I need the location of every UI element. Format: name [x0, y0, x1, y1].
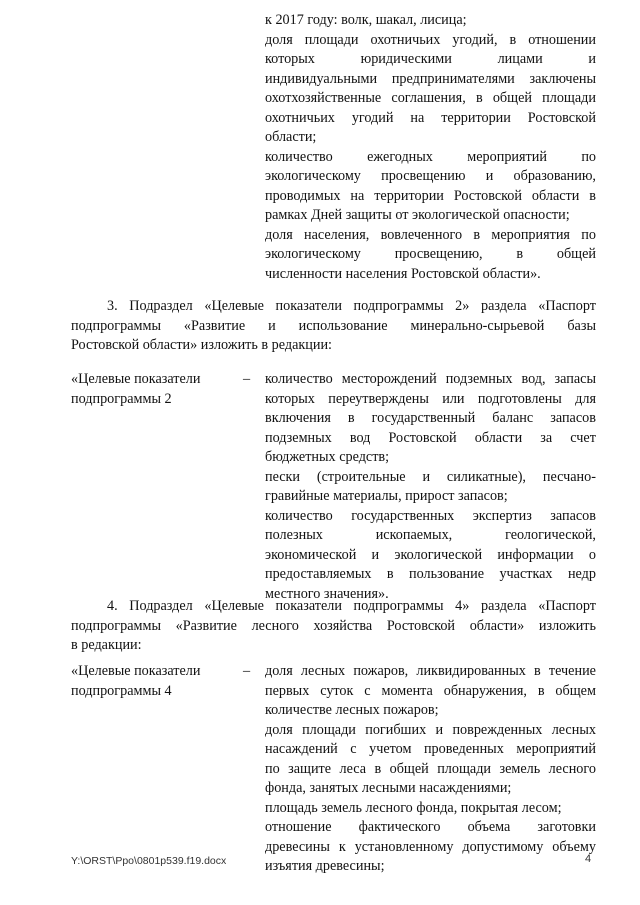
text-line: подземных вод Ростовской области за счет: [265, 429, 596, 446]
text-line: площадь земель лесного фонда, покрытая лесом;: [265, 799, 562, 816]
section-2-indicators: [265, 370, 596, 604]
text-line: первых суток с момента обнаружения, в общем: [265, 682, 596, 699]
text-line: к 2017 году: волк, шакал, лисица;: [265, 12, 467, 28]
text-line: местного значения».: [265, 585, 389, 602]
text-line: насаждений с учетом проведенных мероприятий: [265, 741, 596, 757]
text-line: количестве лесных пожаров;: [265, 702, 439, 718]
section-4-label-line: «Целевые показатели: [71, 663, 201, 679]
text-line: охотхозяйственные соглашения, в общей площади: [265, 90, 596, 106]
indicator-list-continued: [265, 11, 596, 284]
text-line: доля площади погибших и поврежденных лесных: [265, 721, 596, 738]
paragraph-4: [71, 597, 596, 656]
text-line: отношение фактического объема заготовки: [265, 819, 596, 835]
text-line: количество ежегодных мероприятий по: [265, 148, 596, 165]
section-2-dash: –: [243, 371, 251, 387]
text-line: охотничьих угодий на территории Ростовской: [265, 109, 596, 126]
text-line: экологическому просвещению, в общей: [265, 246, 596, 262]
text-line: экологическому просвещению и образованию,: [265, 168, 596, 184]
text-line: древесины к установленному допустимому объему: [265, 838, 596, 855]
text-line: экономической и экологической информации о: [265, 546, 596, 563]
text-line: количество государственных экспертиз запасов: [265, 507, 596, 524]
text-line: 4. Подраздел «Целевые показатели подпрограммы 4» раздела «Паспорт: [107, 598, 596, 614]
text-line: индивидуальными предпринимателями заключены: [265, 70, 596, 87]
text-line: пески (строительные и силикатные), песчано-: [265, 468, 596, 485]
section-4-indicators: [265, 662, 596, 877]
text-line: гравийные материалы, прирост запасов;: [265, 488, 508, 504]
text-line: которых переутверждены или подготовлены для: [265, 390, 596, 407]
paragraph-3: [71, 297, 596, 356]
footer-file-path: Y:\ORST\Ppo\0801p539.f19.docx: [71, 855, 227, 867]
text-line: предоставляемых в пользование участках недр: [265, 566, 596, 582]
text-line: бюджетных средств;: [265, 449, 390, 465]
text-line: рамках Дней защиты от экологической опасности;: [265, 207, 570, 223]
text-line: доля населения, вовлеченного в мероприятия по: [265, 226, 596, 243]
text-line: проводимых на территории Ростовской области в: [265, 187, 596, 204]
text-line: 3. Подраздел «Целевые показатели подпрограммы 2» раздела «Паспорт: [107, 298, 596, 314]
text-line: которых юридическими лицами и: [265, 51, 596, 67]
text-line: доля площади охотничьих угодий, в отношении: [265, 31, 596, 48]
section-4-label-line: подпрограммы 4: [71, 682, 172, 699]
text-line: включения в государственный баланс запасов: [265, 410, 596, 426]
text-line: полезных ископаемых, геологической,: [265, 527, 596, 543]
section-4-dash: –: [243, 663, 251, 679]
text-line: по защите леса в общей площади земель лесного: [265, 760, 596, 777]
text-line: численности населения Ростовской области».: [265, 265, 541, 282]
text-line: Ростовской области» изложить в редакции:: [71, 337, 332, 353]
text-line: подпрограммы «Развитие и использование минерально-сырьевой базы: [71, 317, 596, 334]
text-line: фонда, занятых лесными насаждениями;: [265, 780, 512, 796]
page-number: 4: [585, 853, 592, 865]
text-line: изъятия древесины;: [265, 858, 385, 874]
text-line: в редакции:: [71, 637, 142, 653]
text-line: подпрограммы «Развитие лесного хозяйства Ростовской области» изложить: [71, 617, 596, 634]
section-4-label: [71, 662, 200, 701]
section-2-label-line: подпрограммы 2: [71, 390, 172, 407]
text-line: доля лесных пожаров, ликвидированных в течение: [265, 663, 596, 679]
text-line: количество месторождений подземных вод, запасы: [265, 371, 596, 387]
section-2-label: [71, 370, 200, 409]
section-2-label-line: «Целевые показатели: [71, 371, 201, 387]
text-line: области;: [265, 129, 317, 145]
